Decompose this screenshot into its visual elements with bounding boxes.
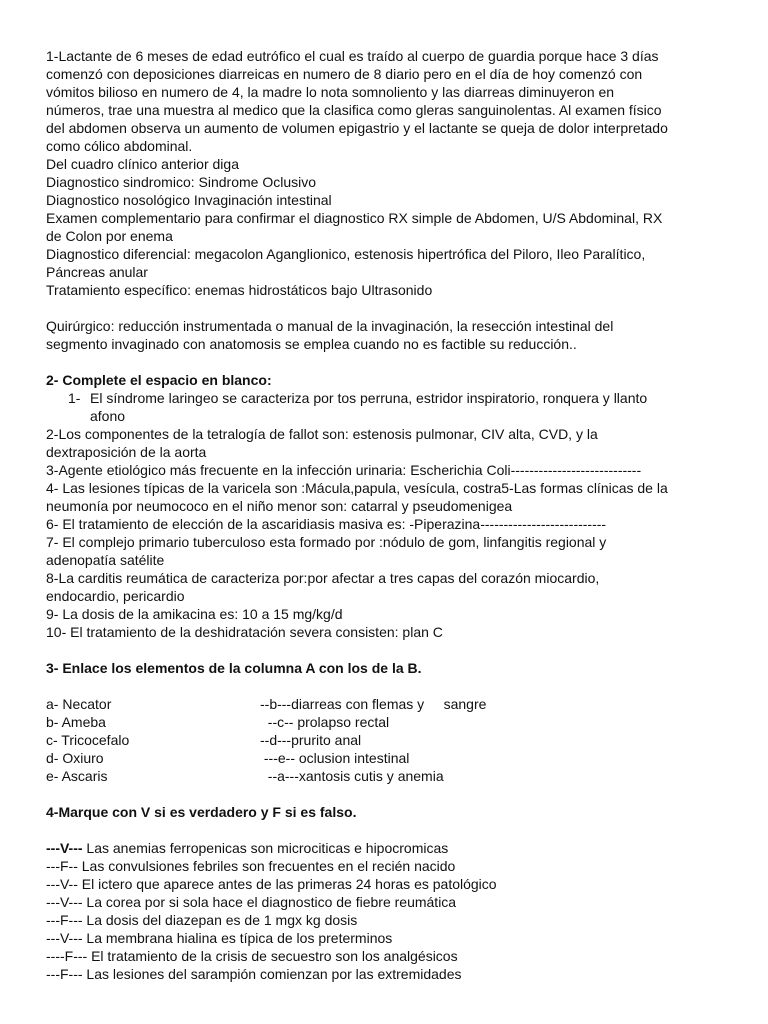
match-row (46, 749, 746, 767)
case-line: 1-Lactante de 6 meses de edad eutrófico el cual es traído al cuerpo de guardia porque hace 3 días (46, 48, 659, 64)
spacer (46, 299, 746, 317)
match-row (46, 695, 746, 713)
surgical-line: Quirúrgico: reducción instrumentada o manual de la invaginación, la resección intestinal del (46, 318, 614, 334)
list-item-text (90, 389, 746, 425)
true-false-item (46, 911, 746, 929)
column-a-item: c- Tricocefalo (46, 732, 130, 748)
spacer (46, 641, 746, 659)
column-b-item: --d---prurito anal (260, 732, 362, 748)
fill-line: neumonía por neumococo en el niño menor son: catarral y pseudomenigea (46, 498, 513, 514)
prompt-line: Del cuadro clínico anterior diga (46, 156, 239, 172)
fill-line: 8-La carditis reumática de caracteriza por:por afectar a tres capas del corazón miocardio, (46, 570, 600, 586)
fill-line: 3-Agente etiológico más frecuente en la infección urinaria: Escherichia Coli---------------------------- (46, 462, 642, 478)
answer-mark: ---V-- (46, 876, 78, 892)
fill-line: 6- El tratamiento de elección de la ascaridiasis masiva es: -Piperazina--------------------------- (46, 516, 607, 532)
statement: La membrana hialina es típica de los preterminos (82, 930, 393, 946)
column-b-item: --a---xantosis cutis y anemia (260, 768, 444, 784)
answer-line: Diagnostico diferencial: megacolon Aganglionico, estenosis hipertrófica del Piloro, Ileo Paralítico, (46, 246, 646, 262)
true-false-item (46, 857, 746, 875)
case-line: comenzó con deposiciones diarreicas en numero de 8 diario pero en el día de hoy comenzó con (46, 66, 643, 82)
answer-mark: ---V--- (46, 894, 83, 910)
answer-line: Diagnostico sindromico: Sindrome Oclusivo (46, 174, 316, 190)
answer-line: Tratamiento específico: enemas hidrostáticos bajo Ultrasonido (46, 282, 433, 298)
spacer (46, 677, 746, 695)
fill-line: 7- El complejo primario tuberculoso esta formado por :nódulo de gom, linfangitis regional y (46, 534, 607, 550)
statement: El tratamiento de la crisis de secuestro son los analgésicos (87, 948, 458, 964)
match-row (46, 731, 746, 749)
fill-line: 9- La dosis de la amikacina es: 10 a 15 mg/kg/d (46, 606, 343, 622)
section-2-heading: 2- Complete el espacio en blanco: (46, 372, 272, 388)
fill-line: 4- Las lesiones típicas de la varicela son :Mácula,papula, vesícula, costra5-Las formas clínicas de la (46, 480, 668, 496)
list-item-number: 1- (68, 390, 81, 406)
case-line: vómitos bilioso en numero de 4, la madre lo nota somnoliento y las diarreas diminuyeron en (46, 84, 615, 100)
spacer (46, 821, 746, 839)
answer-line: de Colon por enema (46, 228, 173, 244)
section-4 (46, 803, 746, 983)
column-b-item: ---e-- oclusion intestinal (260, 750, 410, 766)
section-2 (46, 371, 746, 641)
statement: La corea por si sola hace el diagnostico de fiebre reumática (82, 894, 457, 910)
true-false-item (46, 839, 746, 857)
spacer (46, 785, 746, 803)
fill-line: dextraposición de la aorta (46, 444, 207, 460)
spacer (46, 353, 746, 371)
fill-line: endocardio, pericardio (46, 588, 185, 604)
column-a-item: e- Ascaris (46, 768, 108, 784)
statement: La dosis del diazepan es de 1 mgx kg dosis (82, 912, 358, 928)
column-b-item: --c-- prolapso rectal (260, 714, 390, 730)
surgical-line: segmento invaginado con anatomosis se emplea cuando no es factible su reducción.. (46, 336, 577, 352)
column-a-item: b- Ameba (46, 714, 106, 730)
match-row (46, 713, 746, 731)
answer-mark: ---F--- (46, 912, 83, 928)
case-line: números, trae una muestra al medico que la clasifica como gleras sanguinolentas. Al examen físico (46, 102, 662, 118)
list-item-line: afono (90, 408, 126, 424)
column-a-item: d- Oxiuro (46, 750, 104, 766)
case-line: del abdomen observa un aumento de volumen epigastrio y el lactante se queja de dolor interpretado (46, 120, 668, 136)
answer-line: Examen complementario para confirmar el diagnostico RX simple de Abdomen, U/S Abdominal, RX (46, 210, 663, 226)
statement: Las lesiones del sarampión comienzan por las extremidades (82, 966, 462, 982)
section-3 (46, 659, 746, 785)
answer-mark: ---F-- (46, 858, 78, 874)
statement: Las convulsiones febriles son frecuentes en el recién nacido (77, 858, 456, 874)
document-page (46, 47, 746, 983)
answer-mark: ---F--- (46, 966, 83, 982)
column-b-item: --b---diarreas con flemas y sangre (260, 696, 487, 712)
fill-line: 10- El tratamiento de la deshidratación severa consisten: plan C (46, 624, 443, 640)
true-false-item (46, 929, 746, 947)
statement: Las anemias ferropenicas son microciticas e hipocromicas (82, 840, 449, 856)
list-item-line: El síndrome laringeo se caracteriza por tos perruna, estridor inspiratorio, ronquera y llanto (90, 390, 648, 406)
statement: El ictero que aparece antes de las primeras 24 horas es patológico (77, 876, 497, 892)
section-4-heading: 4-Marque con V si es verdadero y F si es falso. (46, 804, 357, 820)
answer-line: Páncreas anular (46, 264, 148, 280)
fill-line: 2-Los componentes de la tetralogía de fallot son: estenosis pulmonar, CIV alta, CVD, y la (46, 426, 598, 442)
true-false-item (46, 893, 746, 911)
answer-mark: ----F--- (46, 948, 88, 964)
answer-mark: ---V--- (46, 930, 83, 946)
section-3-heading: 3- Enlace los elementos de la columna A con los de la B. (46, 660, 422, 676)
list-item (46, 389, 746, 425)
true-false-item (46, 875, 746, 893)
answer-line: Diagnostico nosológico Invaginación intestinal (46, 192, 332, 208)
case-line: como cólico abdominal. (46, 138, 193, 154)
fill-line: adenopatía satélite (46, 552, 165, 568)
true-false-item (46, 947, 746, 965)
answer-mark: ---V--- (46, 840, 83, 856)
column-a-item: a- Necator (46, 696, 112, 712)
match-row (46, 767, 746, 785)
true-false-item (46, 965, 746, 983)
section-1 (46, 47, 746, 353)
